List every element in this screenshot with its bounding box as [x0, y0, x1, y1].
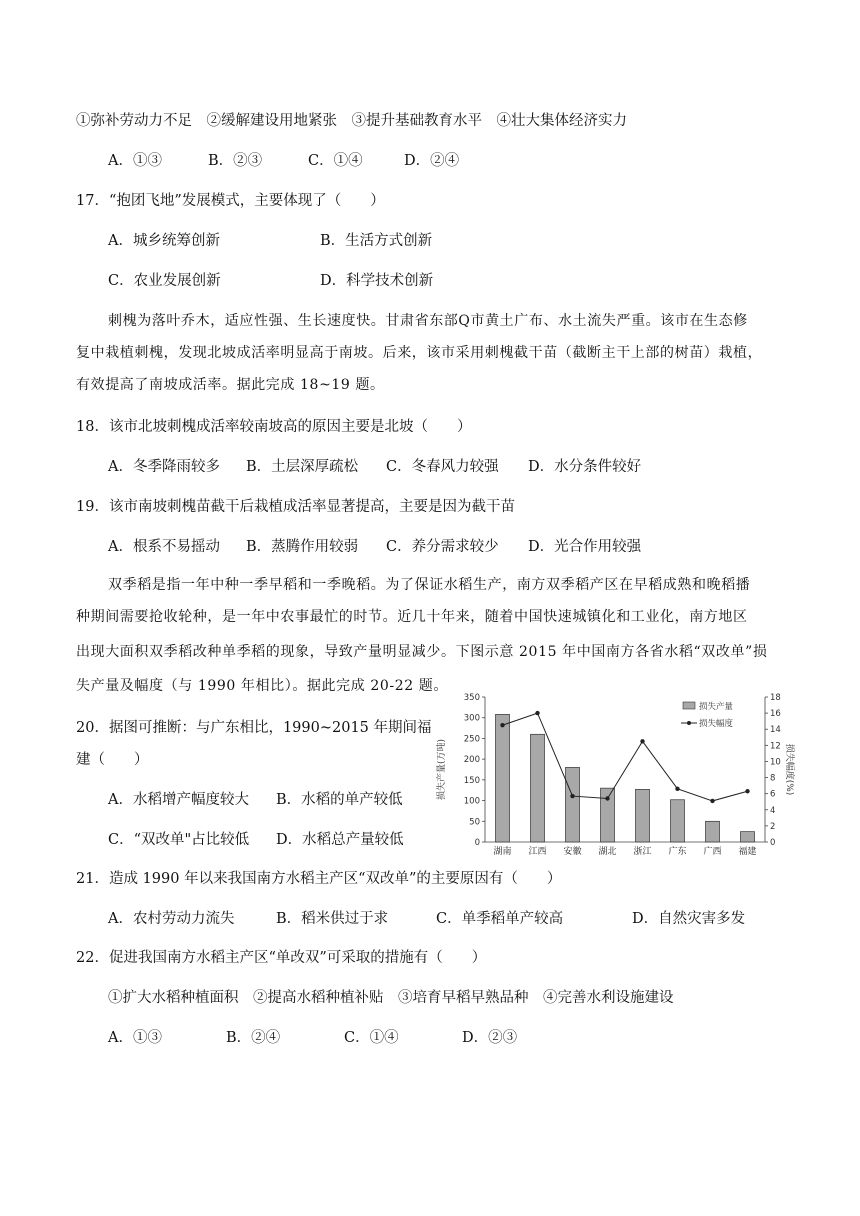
q21-option-b[interactable]: B．稻米供过于求 [276, 911, 389, 927]
q22-option-b[interactable]: B．②④ [226, 1030, 281, 1046]
point-loss-rate [745, 789, 749, 793]
q22-options [108, 1028, 517, 1048]
q22-stem: 22．促进我国南方水稻主产区“单改双”可采取的措施有（ ） [76, 950, 487, 966]
x-category-label: 湖南 [493, 847, 512, 857]
passage-20-22-line3: 出现大面积双季稻改种单季稻的现象，导致产量明显减少。下图示意 2015 年中国南方各省水稻“双改单”损 [76, 644, 768, 660]
left-tick-label: 100 [463, 796, 480, 807]
left-tick-label: 350 [463, 693, 480, 703]
q21-option-c[interactable]: C．单季稻单产较高 [436, 911, 564, 927]
right-tick-label: 12 [770, 741, 781, 752]
q20-option-d[interactable]: D．水稻总产量较低 [276, 832, 404, 848]
q16-option-b[interactable]: B．②③ [208, 153, 263, 169]
point-loss-rate [500, 723, 504, 727]
left-tick-label: 0 [474, 838, 480, 848]
right-tick-label: 18 [770, 693, 781, 703]
q17-option-c[interactable]: C．农业发展创新 [108, 273, 221, 289]
q17-option-a[interactable]: A．城乡统筹创新 [108, 233, 220, 249]
q16-choice-items: ①弥补劳动力不足 ②缓解建设用地紧张 ③提升基础教育水平 ④壮大集体经济实力 [76, 113, 627, 129]
right-tick-label: 2 [770, 821, 776, 832]
legend-line-marker [687, 721, 691, 725]
right-tick-label: 10 [770, 757, 781, 768]
q20-options-row2 [108, 830, 404, 850]
legend-bar-swatch [683, 702, 695, 709]
x-category-label: 福建 [738, 847, 757, 857]
point-loss-rate [710, 799, 714, 803]
left-axis-title: 损失产量(万吨) [437, 738, 447, 801]
x-category-label: 广西 [703, 847, 722, 857]
passage-20-22-line1: 双季稻是指一年中种一季早稻和一季晚稻。为了保证水稻生产，南方双季稻产区在早稻成熟和晚稻播 [108, 577, 751, 593]
bar-loss-yield [566, 767, 580, 842]
right-tick-label: 0 [770, 838, 776, 848]
point-loss-rate [675, 787, 679, 791]
left-tick-label: 150 [463, 775, 480, 786]
q20-stem-line2: 建（ ） [76, 752, 149, 768]
x-category-label: 广东 [668, 847, 687, 857]
left-tick-label: 200 [463, 755, 480, 766]
q16-options [108, 151, 459, 171]
point-loss-rate [640, 739, 644, 743]
q16-option-c[interactable]: C．①④ [308, 153, 363, 169]
bar-loss-yield [706, 821, 720, 842]
point-loss-rate [605, 796, 609, 800]
passage-18-19-line1: 刺槐为落叶乔木，适应性强、生长速度快。甘肃省东部Q市黄土广布、水土流失严重。该市在生态修 [108, 313, 748, 329]
legend-line-label: 损失幅度 [699, 719, 734, 729]
x-category-label: 江西 [528, 847, 547, 857]
q21-options [108, 909, 745, 929]
q16-option-d[interactable]: D．②④ [404, 153, 460, 169]
bar-loss-yield [496, 714, 510, 842]
bar-loss-yield [671, 800, 685, 842]
right-tick-label: 16 [770, 709, 781, 720]
q17-option-b[interactable]: B．生活方式创新 [320, 233, 433, 249]
q21-stem: 21．造成 1990 年以来我国南方水稻主产区“双改单”的主要原因有（ ） [76, 871, 562, 887]
passage-20-22-line2: 种期间需要抢收轮种，是一年中农事最忙的时节。近几十年来，随着中国快速城镇化和工业化，南方地区 [76, 609, 748, 625]
q22-option-a[interactable]: A．①③ [108, 1030, 162, 1046]
q21-option-a[interactable]: A．农村劳动力流失 [108, 911, 235, 927]
legend-bar-label: 损失产量 [699, 702, 734, 712]
q20-option-c[interactable]: C．“双改单"占比较低 [108, 832, 250, 848]
q19-option-d[interactable]: D．光合作用较强 [528, 539, 642, 555]
passage-18-19-line3: 有效提高了南坡成活率。据此完成 18~19 题。 [76, 377, 385, 393]
point-loss-rate [535, 711, 539, 715]
q20-stem-line1: 20．据图可推断：与广东相比，1990~2015 年期间福 [76, 720, 432, 736]
left-tick-label: 300 [463, 713, 480, 724]
q22-choice-items: ①扩大水稻种植面积 ②提高水稻种植补贴 ③培育早稻早熟品种 ④完善水利设施建设 [108, 990, 674, 1006]
q18-option-c[interactable]: C．冬春风力较强 [386, 459, 499, 475]
left-tick-label: 50 [469, 817, 480, 828]
q18-options [108, 457, 641, 477]
right-tick-label: 14 [770, 725, 781, 736]
right-tick-label: 4 [770, 805, 776, 816]
bar-loss-yield [741, 832, 755, 842]
x-category-label: 湖北 [598, 847, 617, 857]
chart-plot-area [435, 693, 796, 857]
x-category-label: 浙江 [633, 847, 652, 857]
bar-loss-yield [531, 734, 545, 842]
passage-20-22-line4: 失产量及幅度（与 1990 年相比）。据此完成 20-22 题。 [76, 678, 448, 694]
q18-option-d[interactable]: D．水分条件较好 [528, 459, 642, 475]
q19-stem: 19．该市南坡刺槐苗截干后栽植成活率显著提高，主要是因为截干苗 [76, 499, 515, 515]
passage-18-19-line2: 复中栽植刺槐，发现北坡成活率明显高于南坡。后来，该市采用刺槐截干苗（截断主干上部的树苗）栽植， [76, 345, 763, 361]
q22-option-c[interactable]: C．①④ [344, 1030, 399, 1046]
q22-option-d[interactable]: D．②③ [462, 1030, 518, 1046]
point-loss-rate [570, 794, 574, 798]
q20-option-a[interactable]: A．水稻增产幅度较大 [108, 792, 249, 808]
q21-option-d[interactable]: D．自然灾害多发 [632, 911, 746, 927]
x-category-label: 安徽 [563, 847, 582, 857]
q17-option-d[interactable]: D．科学技术创新 [320, 273, 434, 289]
q19-option-b[interactable]: B．蒸腾作用较弱 [246, 539, 359, 555]
right-tick-label: 8 [770, 773, 776, 784]
rice-loss-chart [430, 687, 794, 862]
q17-stem: 17．“抱团飞地”发展模式，主要体现了（ ） [76, 193, 385, 209]
q17-options-row2 [108, 271, 433, 291]
q18-stem: 18．该市北坡刺槐成活率较南坡高的原因主要是北坡（ ） [76, 419, 472, 435]
q18-option-b[interactable]: B．土层深厚疏松 [246, 459, 359, 475]
q19-option-c[interactable]: C．养分需求较少 [386, 539, 499, 555]
q16-option-a[interactable]: A．①③ [108, 153, 162, 169]
right-axis-title: 损失幅度(%) [784, 743, 794, 796]
q19-options [108, 537, 641, 557]
left-tick-label: 250 [463, 734, 480, 745]
q20-options-row1 [108, 790, 403, 810]
q17-options-row1 [108, 231, 432, 251]
right-tick-label: 6 [770, 789, 776, 800]
q19-option-a[interactable]: A．根系不易摇动 [108, 539, 220, 555]
q18-option-a[interactable]: A．冬季降雨较多 [108, 459, 220, 475]
bar-loss-yield [601, 788, 615, 842]
bar-loss-yield [636, 789, 650, 842]
q20-option-b[interactable]: B．水稻的单产较低 [276, 792, 403, 808]
